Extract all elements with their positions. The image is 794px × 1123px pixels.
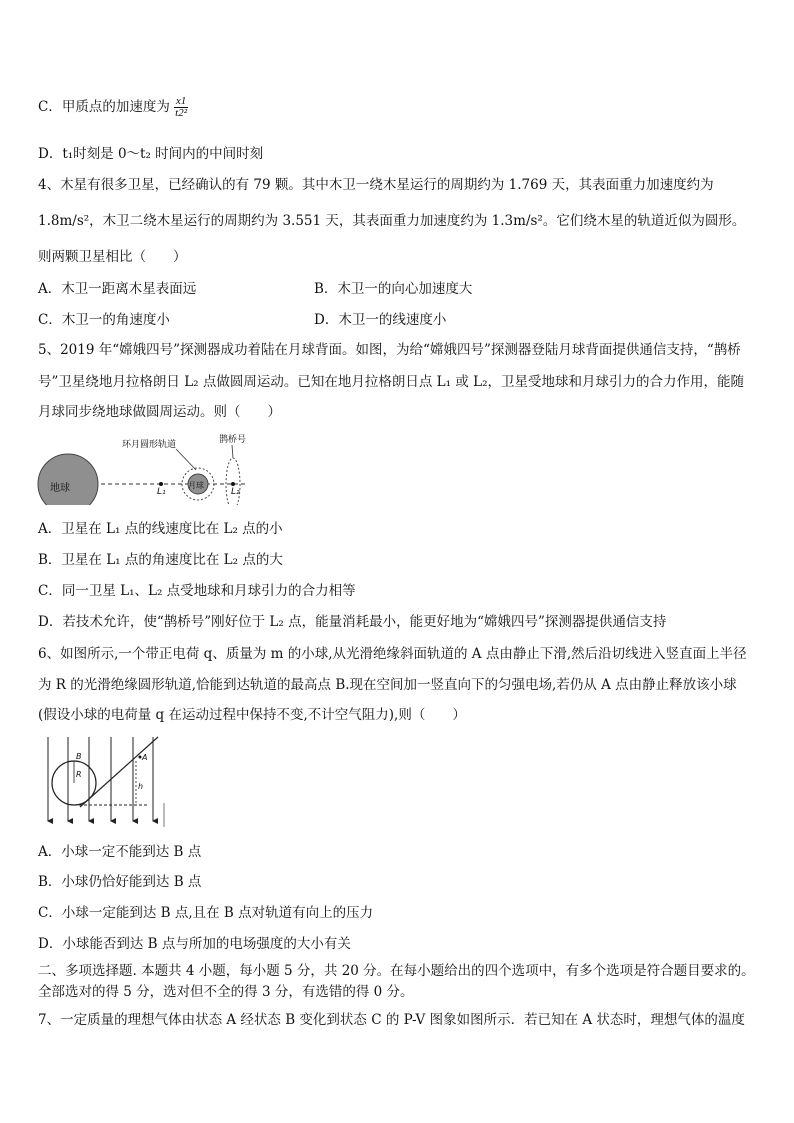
q4-option-b: B．木卫一的向心加速度大 <box>314 281 473 297</box>
q5-stem-line2: 号”卫星绕地月拉格朗日 L₂ 点做圆周运动。已知在地月拉格朗日点 L₁ 或 L₂，卫星受地球和月球引力的合力作用，能随 <box>38 374 744 390</box>
l2-point <box>231 482 235 486</box>
q6-stem-line3: (假设小球的电荷量 q 在运动过程中保持不变,不计空气阻力),则（ ） <box>38 707 466 723</box>
q4-option-c: C．木卫一的角速度小 <box>38 312 170 328</box>
q5-option-a: A．卫星在 L₁ 点的线速度比在 L₂ 点的小 <box>38 521 283 537</box>
orbit-caption: 环月圆形轨道 <box>122 440 177 450</box>
q3-option-c-text: C．甲质点的加速度为 <box>38 99 170 115</box>
q6-option-b: B．小球仍恰好能到达 B 点 <box>38 874 202 890</box>
radius-label: R <box>76 770 82 779</box>
q6-option-c: C．小球一定能到达 B 点,且在 B 点对轨道有向上的压力 <box>38 905 374 921</box>
q5-option-c: C．同一卫星 L₁、L₂ 点受地球和月球引力的合力相等 <box>38 583 356 599</box>
earth-circle <box>38 454 98 505</box>
height-label: h <box>138 782 144 791</box>
queqiao-orbit <box>226 458 240 505</box>
incline-track <box>80 737 158 807</box>
l1-label: L₁ <box>157 487 166 497</box>
section2-heading-line1: 二、多项选择题. 本题共 4 小题，每小题 5 分，共 20 分。在每小题给出的四个选项中，有多个选项是符合题目要求的。 <box>38 963 755 979</box>
orbit-caption-pointer <box>176 449 196 470</box>
q5-option-d: D．若技术允许，使“鹊桥号”刚好位于 L₂ 点，能量消耗最小，能更好地为“嫦娥四号”探测器提供通信支持 <box>38 614 667 630</box>
queqiao-caption: 鹊桥号 <box>219 435 247 445</box>
l1-point <box>159 482 163 486</box>
point-a-label: A <box>142 753 148 762</box>
q6-stem-line1: 6、如图所示,一个带正电荷 q、质量为 m 的小球,从光滑绝缘斜面轨道的 A 点由静止下滑,然后沿切线进入竖直面上半径 <box>38 646 747 662</box>
moon-label: 月球 <box>188 481 204 490</box>
q4-option-d: D．木卫一的线速度小 <box>314 312 447 328</box>
q5-option-b: B．卫星在 L₁ 点的角速度比在 L₂ 点的大 <box>38 552 283 568</box>
q6-stem-line2: 为 R 的光滑绝缘圆形轨道,恰能到达轨道的最高点 B.现在空间加一竖直向下的匀强电场,若仍从 A 点由静止释放该小球 <box>38 677 737 693</box>
q5-stem-line3: 月球同步绕地球做圆周运动。则（ ） <box>38 404 281 420</box>
q6-option-d: D．小球能否到达 B 点与所加的电场强度的大小有关 <box>38 936 351 952</box>
l2-label: L₂ <box>231 487 240 497</box>
q4-option-a: A．木卫一距离木星表面远 <box>38 281 197 297</box>
q3-option-d: D．t₁时刻是 0～t₂ 时间内的中间时刻 <box>38 146 264 162</box>
section2-heading-line2: 全部选对的得 5 分，选对但不全的得 3 分，有选错的得 0 分。 <box>38 984 414 1000</box>
q7-stem-line1: 7、一定质量的理想气体由状态 A 经状态 B 变化到状态 C 的 P-V 图象如图所示．若已知在 A 状态时，理想气体的温度 <box>38 1012 745 1028</box>
queqiao-caption-pointer <box>232 445 233 458</box>
q3-fraction-numerator: x1 <box>175 95 187 107</box>
point-b-label: B <box>76 752 82 761</box>
q4-stem-line3: 则两颗卫星相比（ ） <box>38 249 187 265</box>
q3-option-c <box>38 96 188 119</box>
q5-figure-earth-moon <box>36 430 256 505</box>
q4-stem-line2: 1.8m/s²，木卫二绕木星运行的周期约为 3.551 天，其表面重力加速度约为 1.3m/s²。它们绕木星的轨道近似为圆形。 <box>38 213 746 229</box>
q6-option-a: A．小球一定不能到达 B 点 <box>38 844 202 860</box>
q5-stem-line1: 5、2019 年“嫦娥四号”探测器成功着陆在月球背面。如图，为给“嫦娥四号”探测器登陆月球背面提供通信支持，“鹊桥 <box>38 342 741 358</box>
q3-fraction-denominator: t2² <box>175 107 187 119</box>
earth-label: 地球 <box>50 483 70 494</box>
q6-figure-loop-track <box>36 733 176 833</box>
q4-stem-line1: 4、木星有很多卫星，已经确认的有 79 颗。其中木卫一绕木星运行的周期约为 1.769 天，其表面重力加速度约为 <box>38 177 714 193</box>
q3-option-c-fraction <box>174 96 188 119</box>
